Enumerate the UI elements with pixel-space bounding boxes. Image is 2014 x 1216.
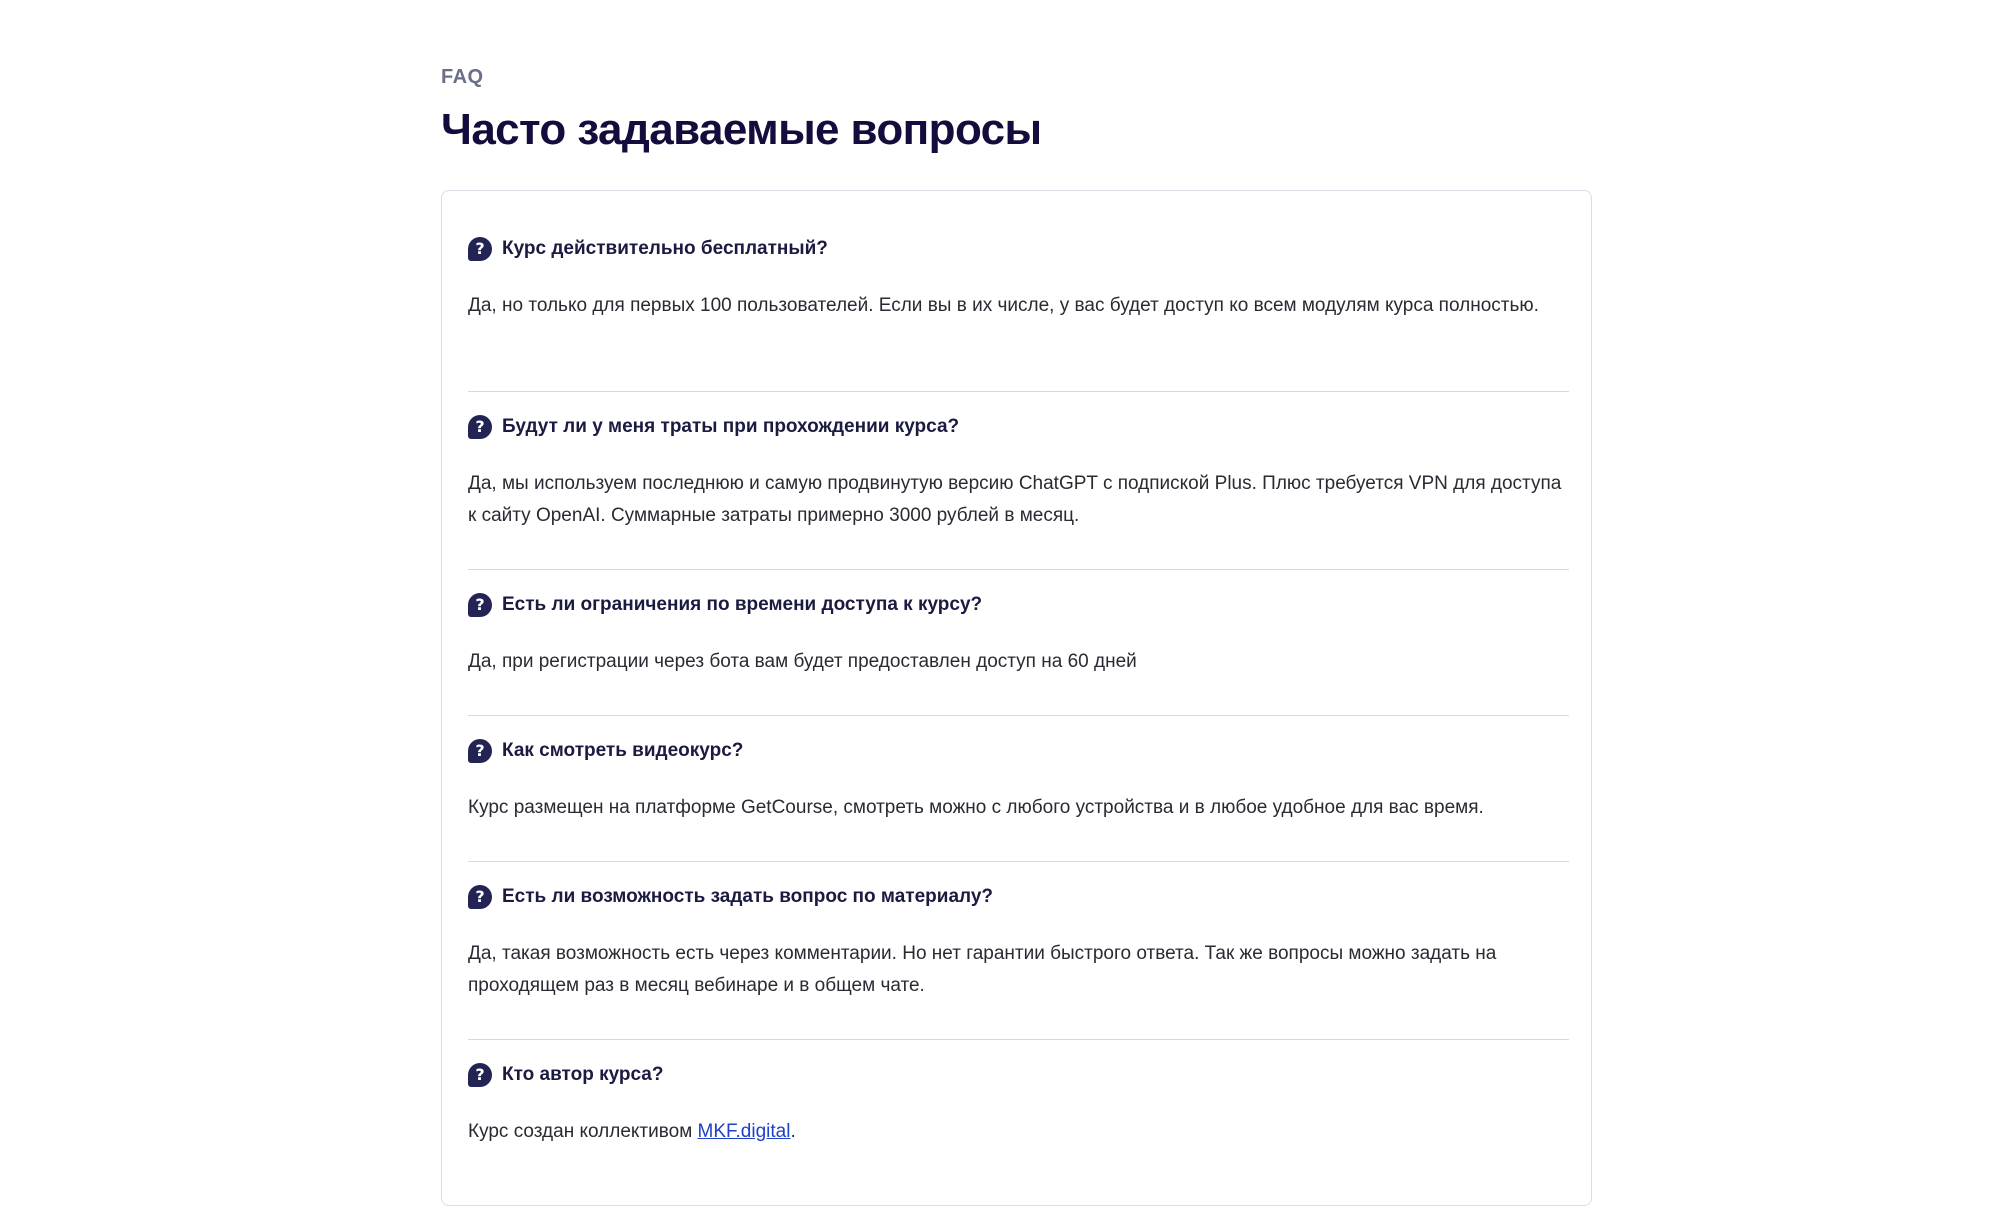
faq-question-text: Кто автор курса? <box>502 1064 664 1085</box>
faq-divider <box>468 391 1569 392</box>
faq-question-text: Есть ли ограничения по времени доступа к курсу? <box>502 594 983 615</box>
faq-question <box>468 235 1569 263</box>
faq-item <box>468 1061 1569 1148</box>
faq-answer: Курс размещен на платформе GetCourse, смотреть можно с любого устройства и в любое удобное для вас время. <box>468 797 1484 818</box>
faq-question <box>468 883 1569 911</box>
faq-answer: Да, мы используем последнюю и самую продвинутую версию ChatGPT с подпиской Plus. Плюс требуется VPN для доступа к сайту OpenAI. Суммарные затраты примерно 3000 рублей в месяц. <box>468 473 1562 526</box>
faq-question-text: Будут ли у меня траты при прохождении курса? <box>502 416 960 437</box>
faq-question-text: Как смотреть видеокурс? <box>502 740 744 761</box>
question-icon: ? <box>468 739 492 763</box>
faq-answer-suffix: . <box>790 1121 796 1142</box>
faq-divider <box>468 569 1569 570</box>
question-icon: ? <box>468 885 492 909</box>
faq-section <box>441 64 1594 1142</box>
faq-divider <box>468 861 1569 862</box>
faq-question <box>468 737 1569 765</box>
page-title: Часто задаваемые вопросы <box>441 105 1042 154</box>
faq-divider <box>468 715 1569 716</box>
faq-divider <box>468 1039 1569 1040</box>
faq-item <box>468 235 1569 322</box>
faq-answer: Да, при регистрации через бота вам будет предоставлен доступ на 60 дней <box>468 651 1137 672</box>
section-eyebrow: FAQ <box>441 66 484 88</box>
faq-item <box>468 737 1569 824</box>
question-icon: ? <box>468 237 492 261</box>
faq-answer: Да, но только для первых 100 пользователей. Если вы в их числе, у вас будет доступ ко всем модулям курса полностью. <box>468 295 1539 316</box>
faq-question <box>468 1061 1569 1089</box>
faq-item <box>468 413 1569 532</box>
question-icon: ? <box>468 593 492 617</box>
faq-answer: Да, такая возможность есть через комментарии. Но нет гарантии быстрого ответа. Так же вопросы можно задать на проходящем раз в месяц вебинаре и в общем чате. <box>468 943 1497 996</box>
faq-card <box>441 190 1592 1206</box>
faq-item <box>468 883 1569 1002</box>
faq-question <box>468 413 1569 441</box>
faq-question <box>468 591 1569 619</box>
faq-item <box>468 591 1569 678</box>
question-icon: ? <box>468 1063 492 1087</box>
author-link[interactable]: MKF.digital <box>697 1121 791 1142</box>
faq-question-text: Курс действительно бесплатный? <box>502 238 828 259</box>
faq-answer <box>468 1116 1569 1148</box>
question-icon: ? <box>468 415 492 439</box>
faq-question-text: Есть ли возможность задать вопрос по материалу? <box>502 886 994 907</box>
faq-answer-prefix: Курс создан коллективом <box>468 1121 698 1142</box>
